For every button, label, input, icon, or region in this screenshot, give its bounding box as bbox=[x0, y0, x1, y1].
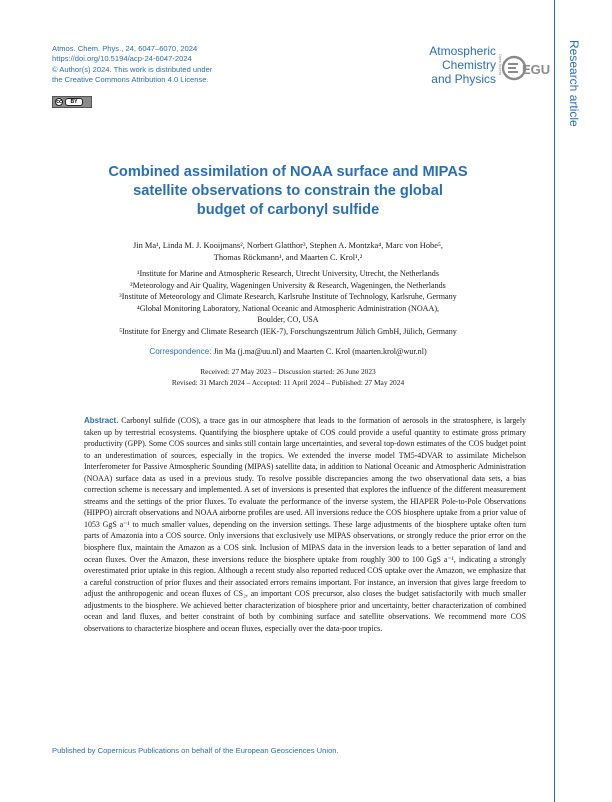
correspondence-emails[interactable]: Jin Ma (j.ma@uu.nl) and Maarten C. Krol (maarten.krol@wur.nl) bbox=[213, 347, 427, 356]
journal-name-line3: and Physics bbox=[431, 72, 496, 86]
journal-name-line1: Atmospheric bbox=[429, 44, 496, 58]
affiliation-1: ¹Institute for Marine and Atmospheric Research, Utrecht University, Utrecht, the Netherlands bbox=[137, 269, 439, 278]
affiliation-4-cont: Boulder, CO, USA bbox=[257, 315, 319, 324]
abstract-text: Carbonyl sulfide (COS), a trace gas in our atmosphere that leads to the formation of aerosols in the stratosphere, is largely taken up by terrestrial ecosystems. Quantifying the biosphere uptake of COS could provide a useful quantity to estimate gross primary productivity (GPP). Some COS sources and sinks still contain large uncertainties, and several top-down estimates of the COS budget point to an underestimation of sources, especially in the tropics. We extended the inverse model TM5-4DVAR to assimilate Michelson Interferometer for Passive Atmospheric Sounding (MIPAS) satellite data, in addition to National Oceanic and Atmospheric Administration (NOAA) surface data as used in a previous study. To resolve possible discrepancies among the two observational data sets, a bias correction scheme is necessary and implemented. A set of inversions is presented that explores the influence of the different measurement streams and the settings of the prior fluxes. To evaluate the performance of the inverse system, the HIAPER Pole-to-Pole Observations (HIPPO) aircraft observations and NOAA airborne profiles are used. All inversions reduce the COS biosphere uptake from a prior value of 1053 GgS a⁻¹ to much smaller values, depending on the inversion settings. These large adjustments of the biosphere uptake often turn parts of Amazonia into a COS source. Only inversions that exclusively use MIPAS observations, or strongly reduce the prior error on the biosphere flux, maintain the Amazon as a COS sink. Inclusion of MIPAS data in the inversion leads to a better separation of land and ocean fluxes. Over the Amazon, these inversions reduce the biosphere uptake from roughly 300 to 100 GgS a⁻¹, indicating a strongly overestimated prior uptake in this region. Although a recent study also reported reduced COS uptake over the Amazon, we emphasize that a careful construction of prior fluxes and their associated errors remains important. For instance, an inversion that gives large freedom to adjust the anthropogenic and ocean fluxes of CS₂, an important COS precursor, also closes the budget satisfactorily with much smaller adjustments to the biosphere. We achieved better characterization of biosphere prior and uncertainty, better characterization of combined ocean and land fluxes, and better constraint of both by combining surface and satellite observations. We recommend more COS observations to characterize biosphere and ocean fluxes, especially over the data-poor tropics. bbox=[84, 416, 527, 633]
affiliation-4: ⁴Global Monitoring Laboratory, National Oceanic and Atmospheric Administration (NOAA), bbox=[136, 303, 440, 313]
egu-logo bbox=[496, 48, 551, 88]
journal-name[interactable] bbox=[404, 44, 496, 86]
license-link[interactable]: the Creative Commons Attribution 4.0 License. bbox=[52, 75, 209, 85]
title-line2: satellite observations to constrain the global bbox=[133, 183, 443, 199]
author-list bbox=[90, 240, 486, 264]
affiliation-5: ⁵Institute for Energy and Climate Research (IEK-7), Forschungszentrum Jülich GmbH, Jülich, Germany bbox=[119, 326, 457, 336]
side-divider bbox=[554, 0, 555, 802]
publisher-footer: Published by Copernicus Publications on behalf of the European Geosciences Union. bbox=[52, 746, 339, 755]
cc-by-license-icon[interactable] bbox=[52, 96, 92, 108]
citation-block bbox=[52, 44, 312, 86]
journal-citation: Atmos. Chem. Phys., 24, 6047–6070, 2024 bbox=[52, 44, 198, 53]
abstract-heading: Abstract. bbox=[84, 416, 119, 425]
correspondence-label: Correspondence: bbox=[149, 347, 212, 356]
authors-line2: Thomas Röckmann¹, and Maarten C. Krol¹,² bbox=[213, 252, 363, 262]
article-type-label bbox=[565, 40, 585, 170]
cc-icon-left: cc bbox=[56, 99, 62, 105]
affiliations bbox=[90, 268, 486, 337]
authors-line1: Jin Ma¹, Linda M. J. Kooijmans², Norbert Glatthor³, Stephen A. Montzka⁴, Marc von Hobe⁵, bbox=[133, 241, 443, 250]
received-dates: Received: 27 May 2023 – Discussion started: 26 June 2023 bbox=[200, 367, 376, 376]
journal-name-line2: Chemistry bbox=[441, 58, 496, 72]
affiliation-2: ²Meteorology and Air Quality, Wageningen University & Research, Wageningen, the Netherlands bbox=[130, 280, 446, 290]
open-access-text: Open Access bbox=[498, 54, 502, 76]
title-line3: budget of carbonyl sulfide bbox=[196, 202, 380, 218]
article-type-text: Research article bbox=[567, 40, 581, 127]
doi-link[interactable]: https://doi.org/10.5194/acp-24-6047-2024 bbox=[52, 54, 192, 64]
affiliation-3: ³Institute of Meteorology and Climate Research, Karlsruhe Institute of Technology, Karlsruhe, Germany bbox=[119, 292, 457, 301]
abstract bbox=[84, 415, 526, 634]
correspondence bbox=[90, 347, 486, 356]
egu-logo-text: EGU bbox=[522, 62, 551, 77]
published-dates: Revised: 31 March 2024 – Accepted: 11 April 2024 – Published: 27 May 2024 bbox=[171, 378, 405, 388]
article-title bbox=[90, 163, 486, 220]
cc-icon-right: BY bbox=[65, 98, 83, 106]
article-dates bbox=[90, 366, 486, 389]
title-line1: Combined assimilation of NOAA surface and MIPAS bbox=[108, 164, 468, 180]
copyright-notice: © Author(s) 2024. This work is distributed under bbox=[52, 64, 213, 74]
